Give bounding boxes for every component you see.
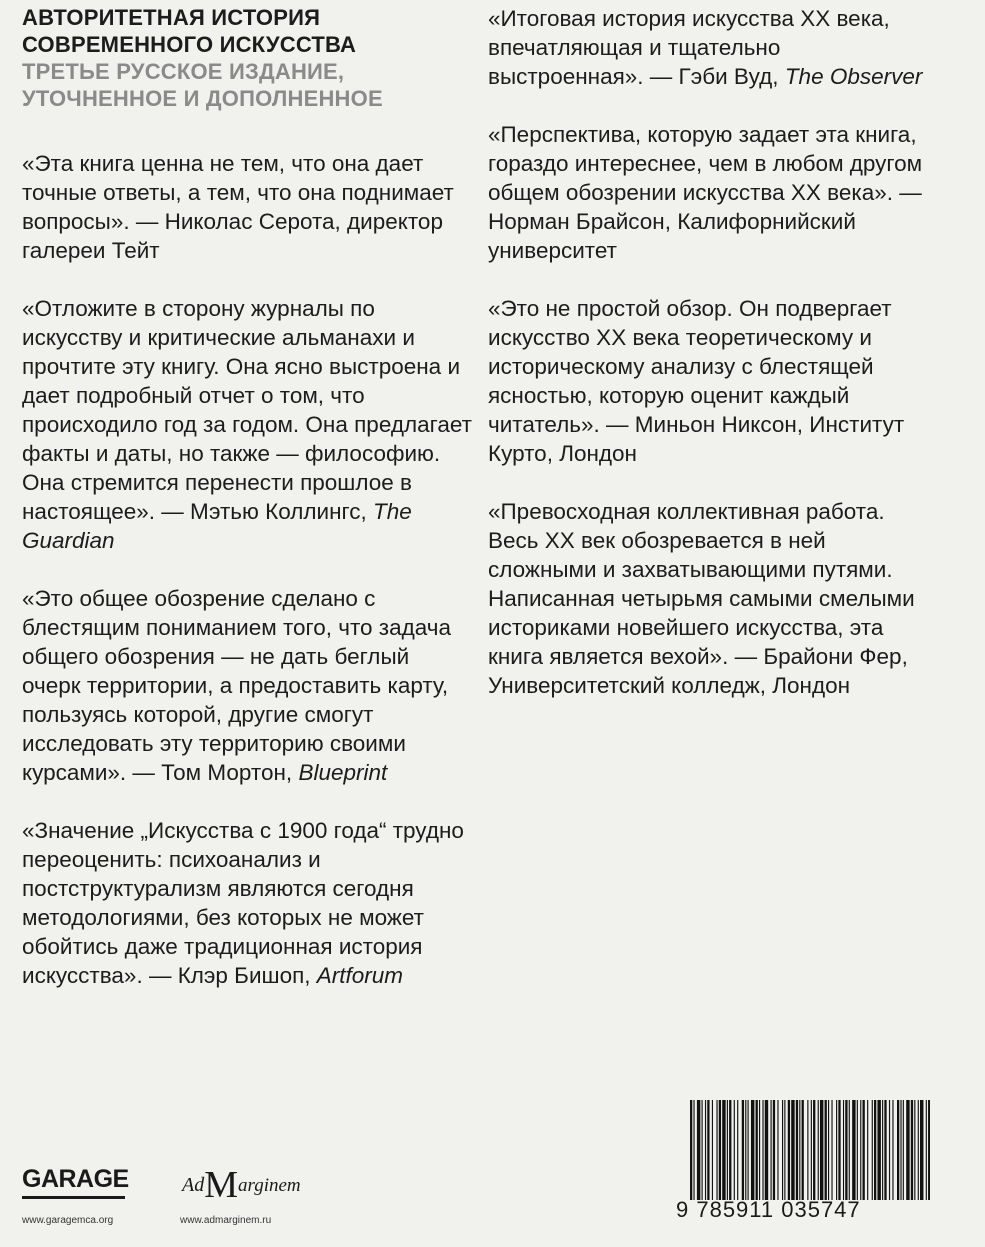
barcode-bar [811, 1100, 812, 1200]
barcode-bar [857, 1100, 858, 1200]
barcode-bar [843, 1100, 844, 1200]
barcode-bar [751, 1100, 754, 1200]
quote-source: Artforum [316, 963, 404, 988]
headline-line-3: ТРЕТЬЕ РУССКОЕ ИЗДАНИЕ, [22, 59, 345, 84]
barcode-bar [863, 1100, 865, 1200]
quote-text: «Итоговая история искусства XX века, впечатляющая и тщательно выстроенная». — Гэби Вуд, [488, 6, 890, 89]
quote-source: The Guardian [22, 499, 412, 553]
quote-bryson [488, 120, 933, 265]
barcode-bar [727, 1100, 728, 1200]
quote-text: «Это общее обозрение сделано с блестящим пониманием того, что задача общего обозрения — не дать беглый очерк территории, а предоставить карту, пользуясь которой, другие смогут исследовать эту территорию своими курсами». — Том Мортон, [22, 586, 452, 785]
barcode-bar [897, 1100, 899, 1200]
barcode-bar [756, 1100, 758, 1200]
barcode-bar [777, 1100, 778, 1200]
barcode-bar [693, 1100, 694, 1200]
headline-line-4: УТОЧНЕННОЕ И ДОПОЛНЕННОЕ [22, 86, 383, 111]
isbn-barcode [690, 1100, 930, 1200]
barcode-bar [874, 1100, 876, 1200]
barcode-bar [771, 1100, 772, 1200]
isbn-number: 9 785911 035747 [676, 1197, 861, 1222]
right-column [488, 4, 933, 700]
barcode-bar [796, 1100, 798, 1200]
barcode-bar [845, 1100, 847, 1200]
quote-nixon [488, 294, 933, 468]
barcode-bar [872, 1100, 873, 1200]
quote-text: «Эта книга ценна не тем, что она дает точные ответы, а тем, что она поднимает вопросы». — Николас Серота, директор галереи Тейт [22, 151, 454, 263]
headline-line-1: АВТОРИТЕТНАЯ ИСТОРИЯ [22, 5, 321, 30]
barcode-bar [719, 1100, 721, 1200]
quote-text: «Перспектива, которую задает эта книга, гораздо интереснее, чем в любом другом общем обозрении искусства XX века». — Норман Брайсон, Калифорнийский университет [488, 122, 923, 263]
barcode-bar [742, 1100, 744, 1200]
barcode-bar [759, 1100, 760, 1200]
barcode-bar [838, 1100, 840, 1200]
barcode-bar [788, 1100, 790, 1200]
barcode-bar [889, 1100, 890, 1200]
barcode-bar [818, 1100, 819, 1200]
barcode-bar [831, 1100, 832, 1200]
garage-url: www.garagemca.org [22, 1215, 114, 1226]
barcode-bar [903, 1100, 904, 1200]
cover-headline [22, 4, 472, 112]
barcode-bar [914, 1100, 915, 1200]
barcode-bar [799, 1100, 800, 1200]
barcode-bar [791, 1100, 794, 1200]
barcode-bar [852, 1100, 855, 1200]
quote-text: «Превосходная коллективная работа. Весь XX век обозревается в ней сложными и захватывающими путями. Написанная четырьмя самыми смелыми историками новейшего искусства, эта книга является вехой». — Брайони Фер, Университетский колледж, Лондон [488, 499, 915, 698]
barcode-bar [748, 1100, 749, 1200]
quote-fer [488, 497, 933, 700]
barcode-bar [900, 1100, 901, 1200]
barcode-bar [702, 1100, 703, 1200]
barcode-bar [828, 1100, 829, 1200]
barcode-bar [729, 1100, 731, 1200]
barcode-bar [762, 1100, 763, 1200]
left-column [22, 4, 472, 990]
barcode-bar [825, 1100, 827, 1200]
quote-bishop [22, 816, 472, 990]
quote-source: The Observer [784, 64, 923, 89]
adm-rest: arginem [238, 1175, 301, 1196]
quote-source: Blueprint [298, 760, 388, 785]
barcode-bar [884, 1100, 886, 1200]
quote-text: «Значение „Искусства с 1900 года“ трудно переоценить: психоанализ и постструктурализм являются сегодня методологиями, без которых не может обойтись даже традиционная история искусства». — Клэр Бишоп, [22, 818, 464, 988]
barcode-bar [836, 1100, 837, 1200]
barcode-bar [813, 1100, 815, 1200]
barcode-bar [745, 1100, 746, 1200]
barcode-bar [690, 1100, 692, 1200]
barcode-bar [926, 1100, 927, 1200]
headline-line-2: СОВРЕМЕННОГО ИСКУССТВА [22, 32, 357, 57]
barcode-bar [697, 1100, 700, 1200]
quote-serota [22, 149, 472, 265]
adm-ad: Ad [182, 1174, 205, 1196]
barcode-bar [882, 1100, 883, 1200]
barcode-bar [877, 1100, 880, 1200]
barcode-bar [707, 1100, 709, 1200]
barcode-bar [906, 1100, 909, 1200]
barcode-bar [784, 1100, 785, 1200]
adm-m: M [204, 1164, 239, 1206]
quote-morton [22, 584, 472, 787]
quote-text: «Отложите в сторону журналы по искусству и критические альманахи и прочтите эту книгу. Она ясно выстроена и дает подробный отчет о том, что происходило год за годом. Она предлагает факты и даты, но также — философию. Она стремится перенести прошлое в настоящее». — Мэтью Коллингс, [22, 296, 472, 524]
adm-url: www.admarginem.ru [180, 1215, 272, 1226]
barcode-bar [807, 1100, 808, 1200]
barcode-bar [773, 1100, 775, 1200]
garage-logo: GARAGE [22, 1165, 129, 1193]
barcode-bar [867, 1100, 868, 1200]
barcode-bar [705, 1100, 706, 1200]
barcode-bar [892, 1100, 893, 1200]
quote-text: «Это не простой обзор. Он подвергает искусство XX века теоретическому и историческому анализу с блестящей ясностью, которую оценит каждый читатель». — Миньон Никсон, Институт Курто, Лондон [488, 296, 905, 466]
barcode-bar [765, 1100, 768, 1200]
quote-wood [488, 4, 933, 91]
barcode-bar [782, 1100, 783, 1200]
quote-collings [22, 294, 472, 555]
barcode-bar [722, 1100, 725, 1200]
barcode-bar [820, 1100, 823, 1200]
barcode-bar [712, 1100, 713, 1200]
barcode-bar [928, 1100, 930, 1200]
garage-logo-underline [22, 1196, 125, 1199]
barcode-bar [849, 1100, 850, 1200]
barcode-bar [860, 1100, 861, 1200]
barcode-bar [737, 1100, 738, 1200]
barcode-bar [920, 1100, 923, 1200]
ad-marginem-logo [182, 1163, 301, 1207]
barcode-bar [734, 1100, 735, 1200]
barcode-bar [911, 1100, 913, 1200]
barcode-bar [918, 1100, 919, 1200]
barcode-bar [716, 1100, 717, 1200]
barcode-bar [802, 1100, 804, 1200]
